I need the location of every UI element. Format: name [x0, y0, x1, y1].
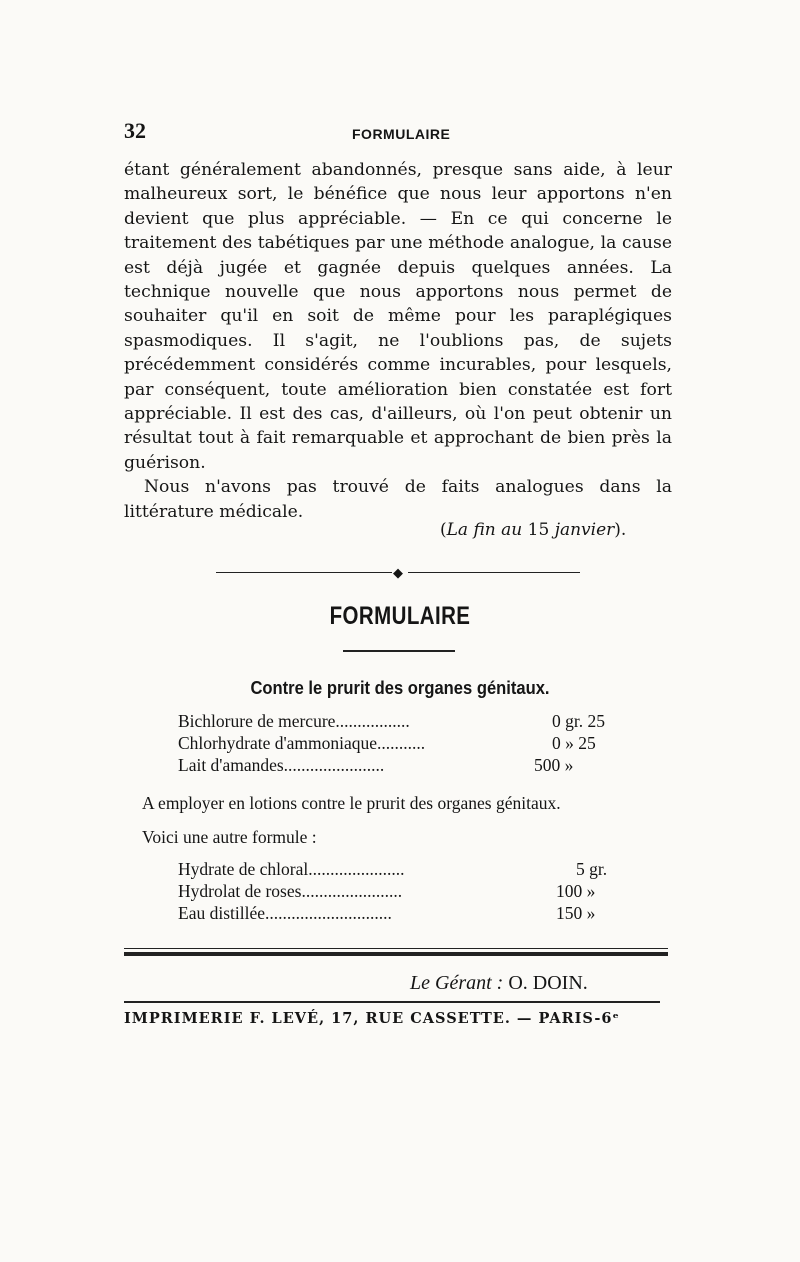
page-number: 32 [124, 118, 146, 143]
running-title: FORMULAIRE [352, 126, 451, 142]
intro-text: Voici une autre formule : [142, 827, 317, 847]
divider-left [216, 572, 392, 573]
double-rule-bottom [124, 952, 668, 956]
ingredient-name: Hydrate de chloral...................... [178, 859, 405, 879]
gerant-name: O. DOIN. [508, 972, 588, 994]
ingredient-qty: 5 gr. [576, 859, 608, 879]
imprint-rule [124, 1001, 660, 1003]
ingredient-qty: 100 » [556, 881, 596, 901]
section-title: FORMULAIRE [329, 602, 471, 630]
paragraph-2: Nous n'avons pas trouvé de faits analogues dans la littérature médicale. [124, 477, 672, 522]
ingredient-qty: 150 » [556, 903, 596, 923]
signoff-month: janvier [554, 520, 615, 540]
usage-text: A employer en lotions contre le prurit des organes génitaux. [142, 793, 561, 813]
diamond-ornament: ◆ [393, 565, 403, 580]
ingredient-qty: 0 » 25 [552, 733, 596, 753]
formula-row [178, 710, 620, 732]
formula-2 [178, 858, 628, 924]
gerant-signature [410, 972, 588, 995]
ingredient-name: Hydrolat de roses....................... [178, 881, 403, 901]
double-rule-top [124, 948, 668, 949]
gerant-label: Le Gérant : [410, 972, 504, 994]
paragraph-1: étant généralement abandonnés, presque sans aide, à leur malheureux sort, le bénéfice que nous leur apportons n'en devient que plus appréciable. — En ce qui concerne le traitement des tabétiques par une méthode analogue, la cause est déjà jugée et gagnée depuis quelques années. La technique nouvelle que nous apportons nous permet de souhaiter qu'il en soit de même pour les paraplégiques spasmodiques. Il s'agit, ne l'oublions pas, de sujets précédemment considérés comme incurables, pour lesquels, par conséquent, toute amélioration bien constatée est fort appréciable. Il est des cas, d'ailleurs, où l'on peut obtenir un résultat tout à fait remarquable et approchant de bien près la guérison. [124, 160, 672, 473]
formula-row [178, 902, 628, 924]
signoff-suffix: ). [614, 520, 627, 540]
printer-imprint: IMPRIMERIE F. LEVÉ, 17, RUE CASSETTE. — PARIS-6ᵉ [124, 1010, 620, 1027]
body-text [124, 158, 672, 524]
formula-1 [178, 710, 620, 776]
continuation-note [440, 520, 626, 540]
title-underline [343, 650, 455, 652]
signoff-italic: La fin au [446, 520, 523, 540]
formula-row [178, 732, 620, 754]
subheading: Contre le prurit des organes génitaux. [250, 678, 550, 698]
ingredient-name: Chlorhydrate d'ammoniaque........... [178, 733, 426, 753]
ingredient-name: Lait d'amandes....................... [178, 755, 385, 775]
formula-row [178, 754, 620, 776]
divider-right [408, 572, 580, 573]
ingredient-name: Eau distillée............................. [178, 903, 392, 923]
formula-row [178, 858, 628, 880]
ingredient-qty: 500 » [534, 755, 574, 775]
ingredient-name: Bichlorure de mercure................. [178, 711, 410, 731]
signoff-date: 15 [527, 520, 550, 540]
signoff-prefix: ( [440, 520, 447, 540]
formula-row [178, 880, 628, 902]
ingredient-qty: 0 gr. 25 [552, 711, 605, 731]
